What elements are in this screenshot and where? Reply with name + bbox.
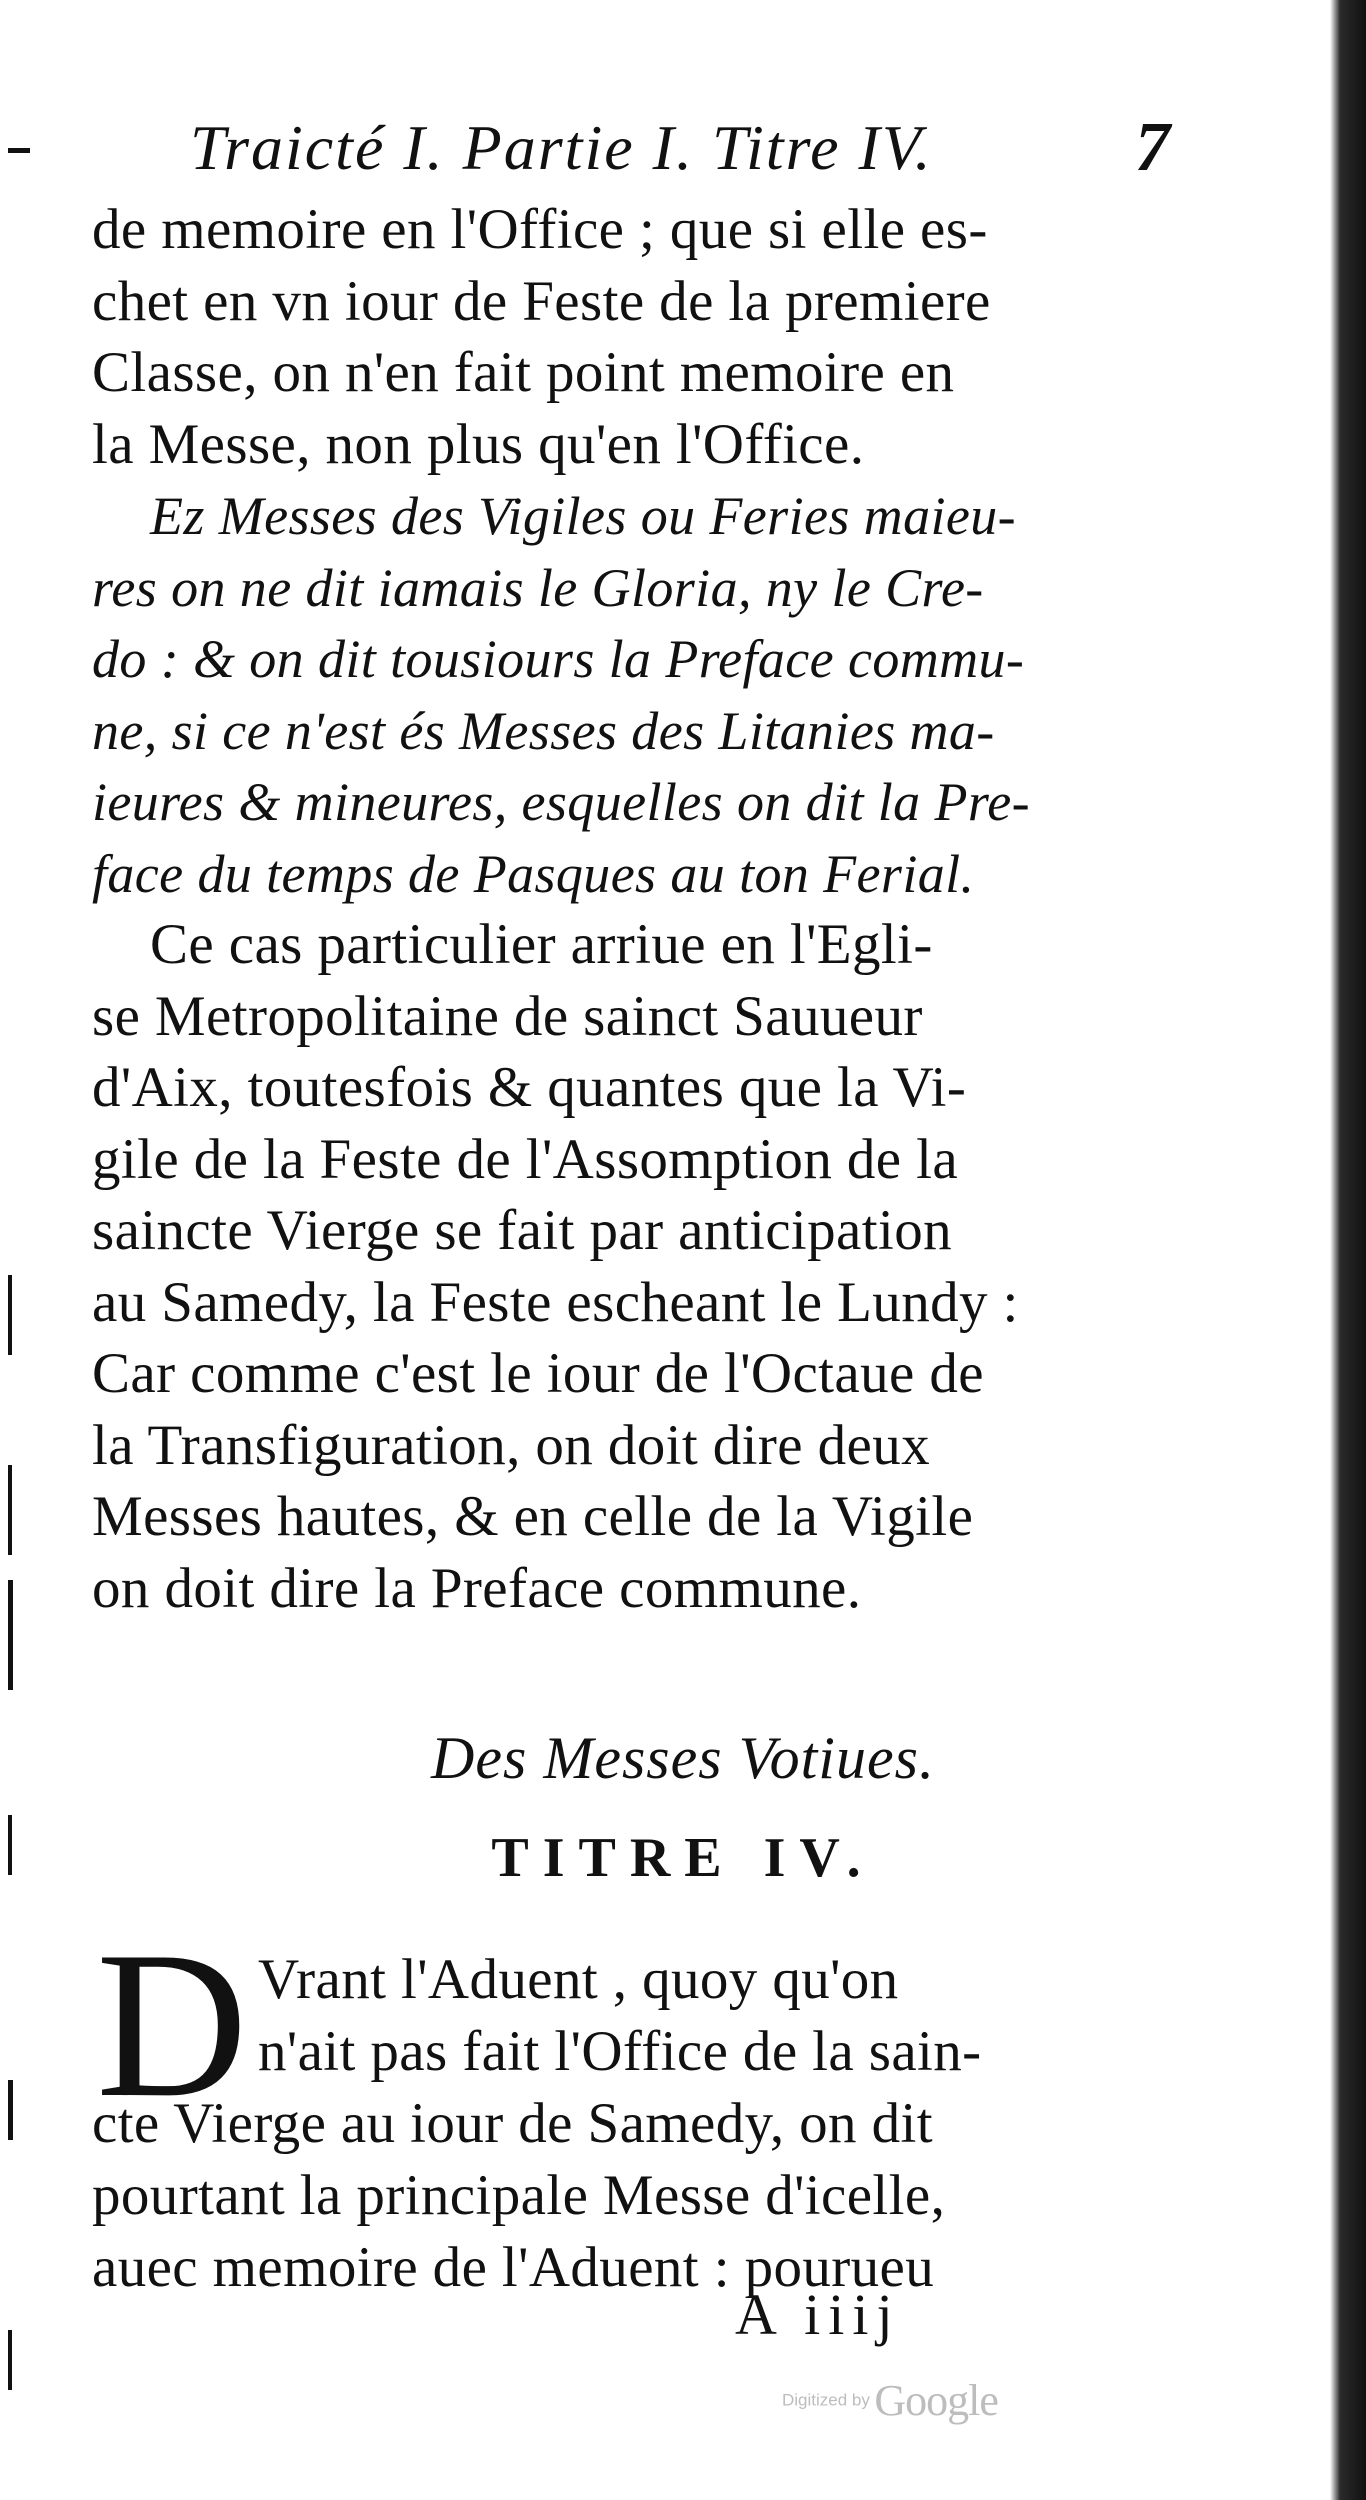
text-line: face du temps de Pasques au ton Ferial. (92, 843, 975, 904)
text-line: la Transfiguration, on doit dire deux (92, 1413, 931, 1477)
margin-mark (8, 2330, 12, 2390)
text-line: saincte Vierge se fait par anticipation (92, 1199, 952, 1262)
text-line: auec memoire de l'Aduent : pourueu (92, 2236, 935, 2299)
page-number: 7 (1135, 109, 1170, 186)
page-edge-shadow (1330, 0, 1366, 2500)
section-subtitle: TITRE IV. (491, 1827, 875, 1889)
text-line: ne, si ce n'est és Messes des Litanies ma- (92, 700, 995, 761)
text-line: Car comme c'est le iour de l'Octaue de (92, 1342, 984, 1405)
margin-mark (8, 1580, 13, 1690)
page-header (190, 108, 1170, 188)
text-line: Vrant l'Aduent , quoy qu'on (258, 1948, 899, 2011)
watermark-prefix: Digitized by (782, 2390, 870, 2410)
text-line: au Samedy, la Feste escheant le Lundy : (92, 1270, 1019, 1334)
text-line: n'ait pas fait l'Office de la sain- (258, 2020, 982, 2083)
text-line: Ez Messes des Vigiles ou Feries maieu- (150, 486, 1017, 546)
text-line: res on ne dit iamais le Gloria, ny le Cre- (92, 557, 984, 618)
section-title: Des Messes Votiues. (431, 1725, 935, 1791)
text-line: la Messe, non plus qu'en l'Office. (92, 412, 865, 476)
text-line: ieures & mineures, esquelles on dit la Pre- (92, 772, 1031, 832)
text-line: Classe, on n'en fait point memoire en (92, 341, 955, 404)
text-line: do : & on dit tousiours la Preface commu- (92, 629, 1025, 689)
digitized-watermark (782, 2375, 998, 2435)
text-line: gile de la Feste de l'Assomption de la (92, 1127, 959, 1191)
text-line: on doit dire la Preface commune. (92, 1556, 862, 1620)
google-logo: Google (874, 2376, 998, 2425)
running-head: Traicté I. Partie I. Titre IV. (190, 112, 933, 183)
margin-mark (8, 148, 30, 153)
text-line: de memoire en l'Office ; que si elle es- (92, 198, 988, 261)
signature-mark: A iiij (735, 2282, 901, 2347)
margin-mark (8, 1275, 12, 1355)
text-line: Ce cas particulier arriue en l'Egli- (150, 913, 933, 976)
text-line: se Metropolitaine de sainct Sauueur (92, 984, 923, 1048)
text-line: pourtant la principale Messe d'icelle, (92, 2164, 946, 2227)
margin-mark (8, 2080, 13, 2140)
margin-mark (8, 1465, 12, 1555)
text-line: cte Vierge au iour de Samedy, on dit (92, 2092, 933, 2155)
text-line: Messes hautes, & en celle de la Vigile (92, 1485, 974, 1548)
text-line: chet en vn iour de Feste de la premiere (92, 269, 991, 333)
text-line: d'Aix, toutesfois & quantes que la Vi- (92, 1056, 967, 1119)
drop-cap: D (96, 1909, 248, 2141)
